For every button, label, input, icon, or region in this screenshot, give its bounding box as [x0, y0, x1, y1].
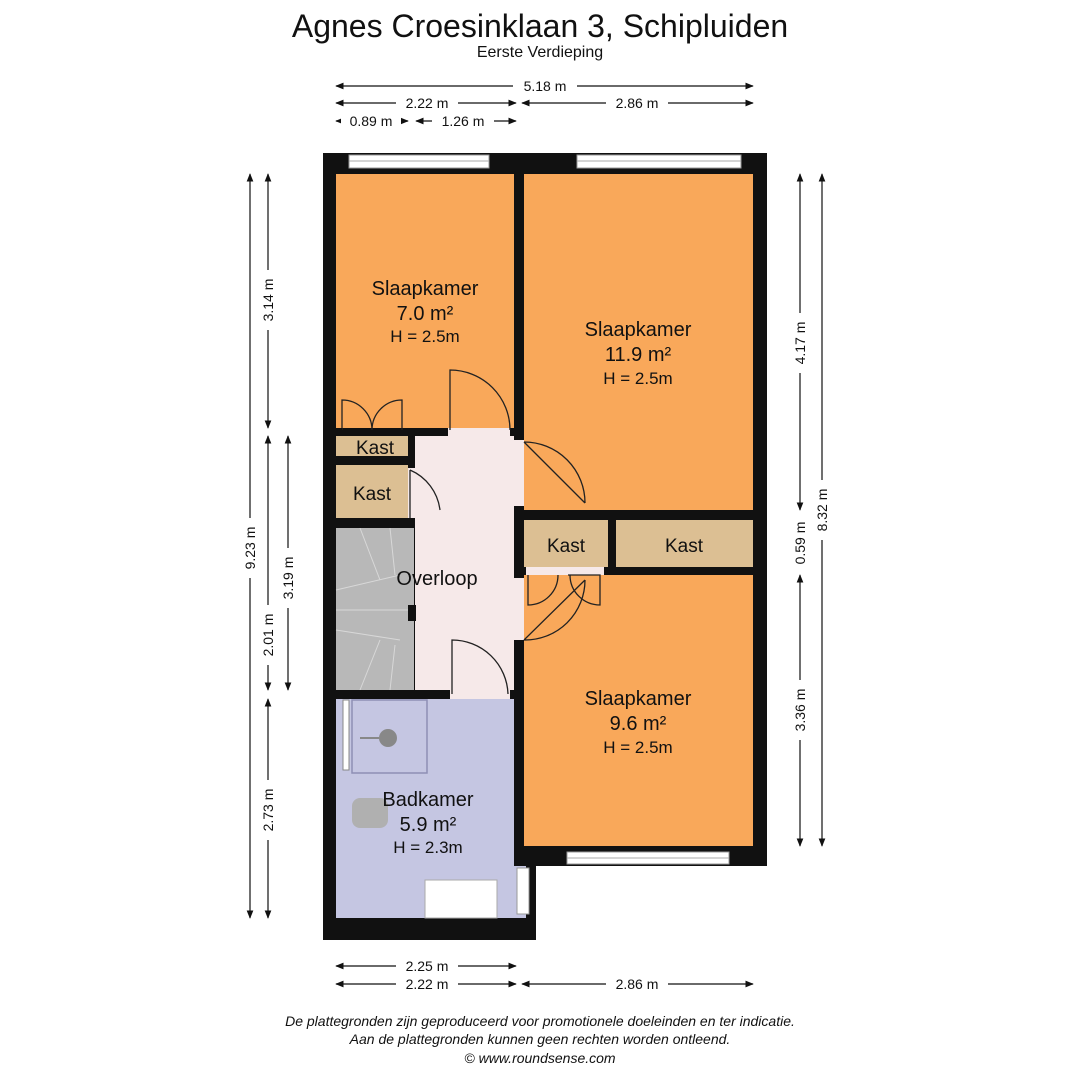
dim-right-mid: 0.59 m: [792, 521, 808, 565]
dim-right-bottom: 3.36 m: [792, 688, 808, 732]
bedroom-2-height: H = 2.5m: [603, 369, 673, 388]
closet-4-label: Kast: [664, 536, 704, 557]
dim-left-bottom: 2.73 m: [260, 788, 276, 832]
dim-left-inner: 3.19 m: [280, 556, 296, 600]
disclaimer-line-1: De plattegronden zijn geproduceerd voor promotionele doeleinden en ter indicatie.: [285, 1013, 795, 1029]
dim-bottom-1: 2.25 m: [405, 958, 449, 974]
bathroom-height: H = 2.3m: [393, 838, 463, 857]
landing-name: Overloop: [396, 568, 478, 590]
dim-left-top: 3.14 m: [260, 278, 276, 322]
room-bedroom-3: [524, 575, 753, 846]
dim-left-total: 9.23 m: [242, 526, 258, 570]
room-landing: [415, 436, 514, 690]
bathroom-name: Badkamer: [382, 789, 474, 811]
dim-bottom-2: 2.22 m: [405, 976, 449, 992]
dim-top-left: 2.22 m: [405, 95, 449, 111]
copyright-link[interactable]: © www.roundsense.com: [464, 1050, 616, 1066]
dim-top-total: 5.18 m: [523, 78, 567, 94]
dim-top-sub1: 0.89 m: [349, 113, 393, 129]
dim-left-mid: 2.01 m: [260, 613, 276, 657]
floor-subtitle: Eerste Verdieping: [476, 44, 604, 61]
bedroom-2-name: Slaapkamer: [584, 319, 692, 341]
room-bedroom-2: [524, 174, 753, 510]
bedroom-1-area: 7.0 m²: [396, 303, 454, 325]
bedroom-1-height: H = 2.5m: [390, 327, 460, 346]
dim-right-top: 4.17 m: [792, 321, 808, 365]
dim-top-sub2: 1.26 m: [441, 113, 485, 129]
bedroom-2-area: 11.9 m²: [604, 344, 672, 366]
stairs: [336, 528, 414, 690]
dim-top-right: 2.86 m: [615, 95, 659, 111]
closet-2-label: Kast: [352, 484, 392, 505]
plan-title: Agnes Croesinklaan 3, Schipluiden: [291, 8, 789, 44]
disclaimer-line-2: Aan de plattegronden kunnen geen rechten worden ontleend.: [349, 1031, 731, 1047]
bedroom-3-height: H = 2.5m: [603, 738, 673, 757]
closet-1-label: Kast: [355, 438, 395, 459]
bedroom-3-area: 9.6 m²: [609, 713, 667, 735]
bedroom-3-name: Slaapkamer: [584, 688, 692, 710]
dim-right-total: 8.32 m: [814, 488, 830, 532]
dim-bottom-right: 2.86 m: [615, 976, 659, 992]
bedroom-1-name: Slaapkamer: [371, 278, 479, 300]
room-bedroom-1: [336, 174, 514, 428]
closet-3-label: Kast: [546, 536, 586, 557]
bathroom-area: 5.9 m²: [399, 814, 457, 836]
